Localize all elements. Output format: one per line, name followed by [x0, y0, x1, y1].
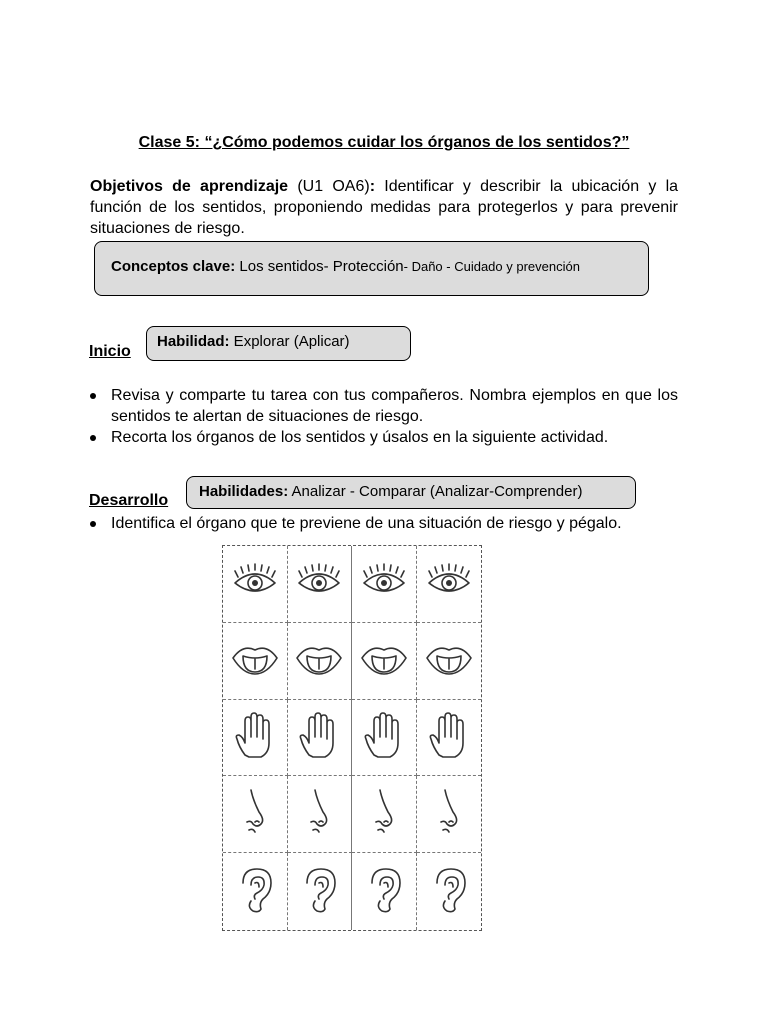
inicio-skill-value: Explorar (Aplicar) — [229, 333, 350, 350]
inicio-bullet-list — [88, 385, 678, 448]
nose-icon — [293, 786, 345, 843]
key-concepts-box — [94, 241, 649, 296]
desarrollo-bullet-list — [88, 513, 678, 534]
cutout-cell — [223, 546, 288, 623]
inicio-skill-box — [146, 326, 411, 361]
cutout-cell — [417, 546, 482, 623]
mouth-tongue-icon — [229, 632, 281, 689]
inicio-heading: Inicio — [89, 343, 131, 360]
ear-icon — [229, 863, 281, 920]
inicio-skill-label: Habilidad: — [157, 333, 230, 350]
cutout-cell — [288, 546, 353, 623]
eye-icon — [423, 555, 475, 612]
objectives-text: Identificar y describir la ubicación y la función de los sentidos, proponiendo medidas para protegerlos y para prevenir situaciones de riesgo. — [90, 178, 679, 237]
desarrollo-heading: Desarrollo — [89, 492, 169, 509]
cutout-cell — [417, 623, 482, 700]
desarrollo-skill-value: Analizar - Comparar (Analizar-Comprender) — [288, 483, 583, 500]
ear-icon — [358, 863, 410, 920]
cutout-cell — [417, 776, 482, 853]
cutout-cell — [352, 623, 417, 700]
desarrollo-skill-box — [186, 476, 636, 509]
hand-icon — [293, 709, 345, 766]
key-concepts-part1: Los sentidos- Protección — [235, 258, 404, 275]
desarrollo-skill-label: Habilidades: — [199, 483, 289, 500]
ear-icon — [293, 863, 345, 920]
key-concepts-part2: - Daño - Cuidado y prevención — [403, 259, 580, 274]
hand-icon — [358, 709, 410, 766]
cutout-cell — [288, 853, 353, 930]
cutout-cell — [223, 853, 288, 930]
cutout-cell — [417, 853, 482, 930]
key-concepts-label: Conceptos clave: — [111, 258, 236, 275]
ear-icon — [423, 863, 475, 920]
page-title: Clase 5: “¿Cómo podemos cuidar los órganos de los sentidos?” — [138, 134, 630, 151]
nose-icon — [358, 786, 410, 843]
cutout-cell — [223, 623, 288, 700]
cutout-cell — [352, 853, 417, 930]
list-item: Identifica el órgano que te previene de una situación de riesgo y pégalo. — [88, 513, 678, 534]
list-item: Revisa y comparte tu tarea con tus compañeros. Nombra ejemplos en que los sentidos te alertan de situaciones de riesgo. — [88, 385, 678, 427]
cutout-cell — [352, 546, 417, 623]
cutout-cell — [417, 700, 482, 777]
list-item: Recorta los órganos de los sentidos y úsalos en la siguiente actividad. — [88, 427, 678, 448]
objectives-colon: : — [369, 178, 385, 195]
cutout-cell — [223, 700, 288, 777]
cutout-cell — [288, 623, 353, 700]
nose-icon — [423, 786, 475, 843]
cutout-cell — [288, 776, 353, 853]
eye-icon — [293, 555, 345, 612]
mouth-tongue-icon — [423, 632, 475, 689]
cutout-cell — [352, 776, 417, 853]
cutout-cell — [352, 700, 417, 777]
eye-icon — [358, 555, 410, 612]
mouth-tongue-icon — [293, 632, 345, 689]
hand-icon — [229, 709, 281, 766]
mouth-tongue-icon — [358, 632, 410, 689]
cutout-cell — [288, 700, 353, 777]
cutout-cell — [223, 776, 288, 853]
eye-icon — [229, 555, 281, 612]
objectives-paragraph — [90, 176, 678, 239]
sense-organs-cutout-grid — [222, 545, 482, 931]
objectives-code: (U1 OA6) — [288, 178, 370, 195]
hand-icon — [423, 709, 475, 766]
nose-icon — [229, 786, 281, 843]
objectives-label: Objetivos de aprendizaje — [90, 178, 289, 195]
